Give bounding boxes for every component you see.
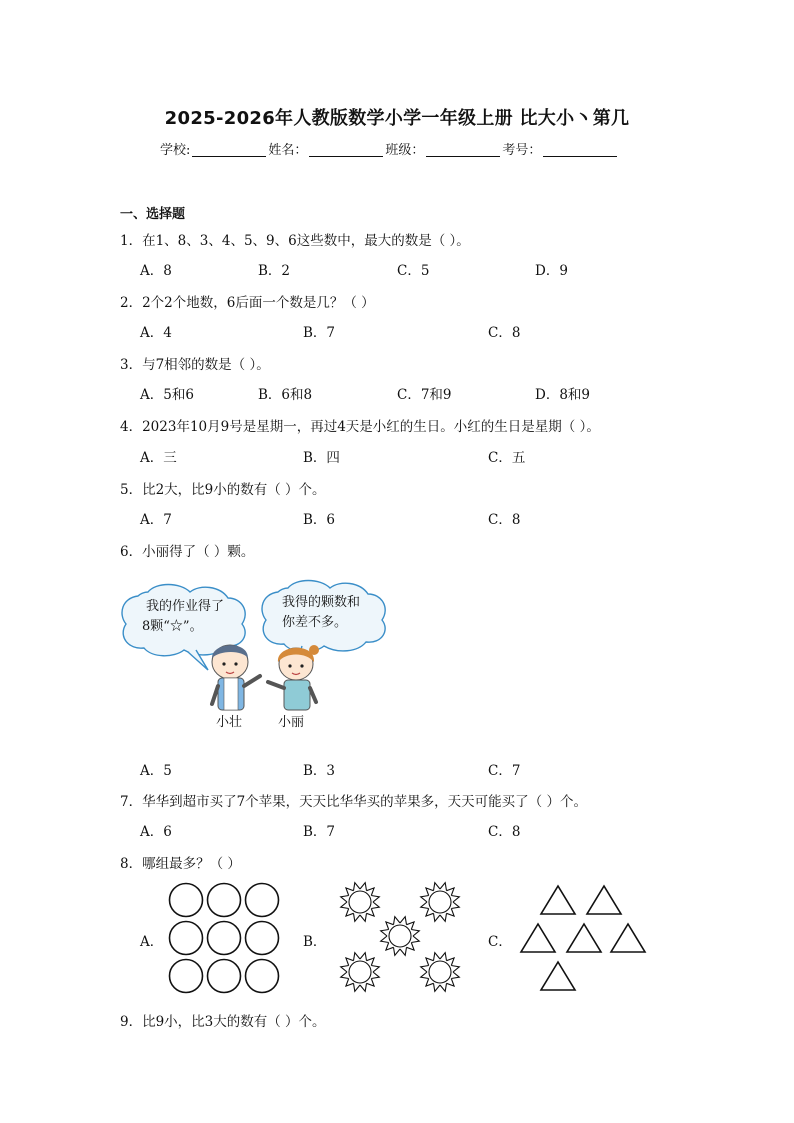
circle-shape [170, 922, 203, 955]
q6-option-a[interactable]: A．5 [140, 763, 172, 779]
boy-name: 小壮 [216, 715, 243, 730]
q1-option-a[interactable]: A．8 [140, 263, 172, 279]
class-blank[interactable] [426, 142, 500, 157]
student-info-line [160, 139, 619, 158]
q6-option-b[interactable]: B．3 [303, 763, 336, 779]
speech-bubble-right [262, 581, 385, 667]
q1-option-c[interactable]: C．5 [397, 263, 430, 279]
sun-shape [381, 917, 420, 956]
boy-figure [212, 645, 260, 710]
bubble-right-line2: 你差不多。 [282, 615, 348, 630]
q8-option-b[interactable]: B． [303, 934, 327, 950]
question-3: 3．与7相邻的数是（ ）。 [120, 357, 270, 373]
dialogue-illustration [118, 578, 398, 738]
q3-option-a[interactable]: A．5和6 [140, 387, 194, 403]
q8-option-c[interactable]: C． [488, 934, 512, 950]
triangle-shape [541, 886, 575, 914]
question-8: 8．哪组最多？（ ） [120, 856, 241, 872]
triangle-shape [611, 924, 645, 952]
triangle-shape [567, 924, 601, 952]
sun-shape [341, 953, 380, 992]
q3-option-d[interactable]: D．8和9 [535, 387, 591, 403]
girl-name: 小丽 [278, 715, 305, 730]
group-a-circles [166, 880, 286, 1000]
q2-option-c[interactable]: C．8 [488, 325, 521, 341]
bubble-left-line1: 我的作业得了 [146, 599, 225, 614]
q5-option-a[interactable]: A．7 [140, 512, 172, 528]
exam-no-label: 考号： [502, 143, 542, 158]
triangle-shape [587, 886, 621, 914]
q6-option-c[interactable]: C．7 [488, 763, 521, 779]
q4-option-c[interactable]: C．五 [488, 450, 526, 466]
circle-shape [170, 960, 203, 993]
question-5: 5．比2大，比9小的数有（ ）个。 [120, 482, 326, 498]
school-label: 学校: [160, 143, 191, 158]
circle-shape [208, 922, 241, 955]
q7-option-a[interactable]: A．6 [140, 824, 172, 840]
question-7: 7．华华到超市买了7个苹果，天天比华华买的苹果多，天天可能买了（ ）个。 [120, 794, 587, 810]
question-9: 9．比9小，比3大的数有（ ）个。 [120, 1014, 326, 1030]
group-c-triangles [518, 882, 650, 994]
question-1: 1．在1、8、3、4、5、9、6这些数中，最大的数是（ ）。 [120, 233, 470, 249]
q3-option-c[interactable]: C．7和9 [397, 387, 452, 403]
girl-figure [268, 645, 319, 710]
q5-option-b[interactable]: B．6 [303, 512, 336, 528]
group-b-suns [330, 878, 470, 1000]
sun-shape [421, 883, 460, 922]
triangle-shape [541, 962, 575, 990]
q1-option-b[interactable]: B．2 [258, 263, 291, 279]
q2-option-a[interactable]: A．4 [140, 325, 172, 341]
school-blank[interactable] [192, 142, 266, 157]
q3-option-b[interactable]: B．6和8 [258, 387, 313, 403]
q4-option-a[interactable]: A．三 [140, 450, 177, 466]
question-2: 2．2个2个地数，6后面一个数是几？（ ） [120, 295, 375, 311]
section-title: 一、选择题 [120, 207, 186, 222]
circle-shape [170, 884, 203, 917]
q1-option-d[interactable]: D．9 [535, 263, 568, 279]
page-title: 2025-2026年人教版数学小学一年级上册 比大小丶第几 [164, 108, 630, 129]
q7-option-c[interactable]: C．8 [488, 824, 521, 840]
q5-option-c[interactable]: C．8 [488, 512, 521, 528]
triangle-shape [521, 924, 555, 952]
q4-option-b[interactable]: B．四 [303, 450, 340, 466]
q2-option-b[interactable]: B．7 [303, 325, 336, 341]
bubble-left-line2: 8颗“☆”。 [142, 619, 203, 634]
class-label: 班级： [385, 143, 425, 158]
name-label: 姓名： [268, 143, 308, 158]
sun-shape [341, 883, 380, 922]
bubble-right-line1: 我得的颗数和 [282, 595, 361, 610]
sun-shape [421, 953, 460, 992]
circle-shape [246, 922, 279, 955]
circle-shape [246, 960, 279, 993]
q7-option-b[interactable]: B．7 [303, 824, 336, 840]
circle-shape [246, 884, 279, 917]
exam-no-blank[interactable] [543, 142, 617, 157]
circle-shape [208, 884, 241, 917]
question-4: 4．2023年10月9号是星期一，再过4天是小红的生日。小红的生日是星期（ ）。 [120, 419, 600, 435]
name-blank[interactable] [309, 142, 383, 157]
circle-shape [208, 960, 241, 993]
question-6: 6．小丽得了（ ）颗。 [120, 544, 255, 560]
q8-option-a[interactable]: A． [140, 934, 164, 950]
